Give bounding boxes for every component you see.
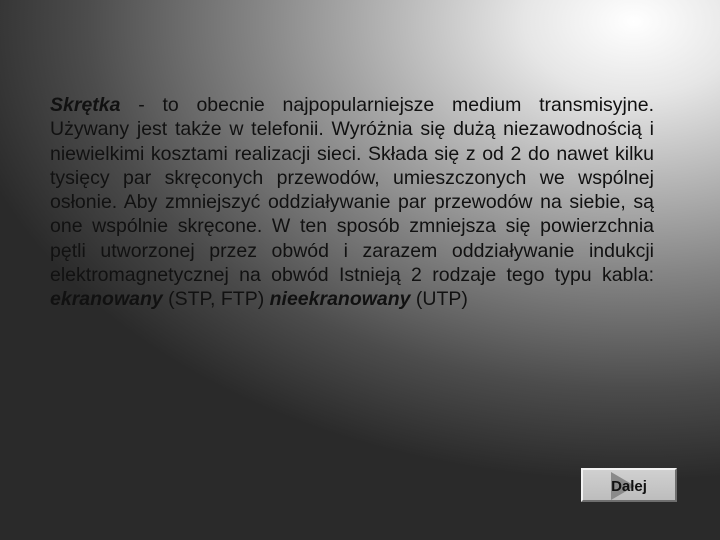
type2-detail: (UTP) xyxy=(410,288,468,311)
next-button-label: Dalej xyxy=(611,478,647,495)
term-ekranowany: ekranowany xyxy=(50,288,163,311)
paragraph-text: - to obecnie najpopularniejsze medium transmisyjne. Używany jest także w telefonii. Wyróżnia się dużą niezawodnością i niewielkimi kosztami realizacji sieci. Składa się z od 2 do nawet kilku tysięcy par skręconych przewodów, umieszczonych we wspólnej osłonie. Aby zmniejszyć oddziaływanie par przewodów na siebie, są one wspólnie skręcone. W ten sposób zmniejsza się powierzchnia pętli utworzonej przez obwód i zarazem oddziaływanie indukcji elektromagnetycznej na obwód Istnieją 2 rodzaje tego typu kabla: xyxy=(50,94,654,287)
next-button[interactable] xyxy=(581,468,677,502)
body-paragraph xyxy=(50,93,654,312)
term-skretka: Skrętka xyxy=(50,94,121,116)
term-nieekranowany: nieekranowany xyxy=(269,288,411,311)
type1-detail: (STP, FTP) xyxy=(162,288,270,311)
